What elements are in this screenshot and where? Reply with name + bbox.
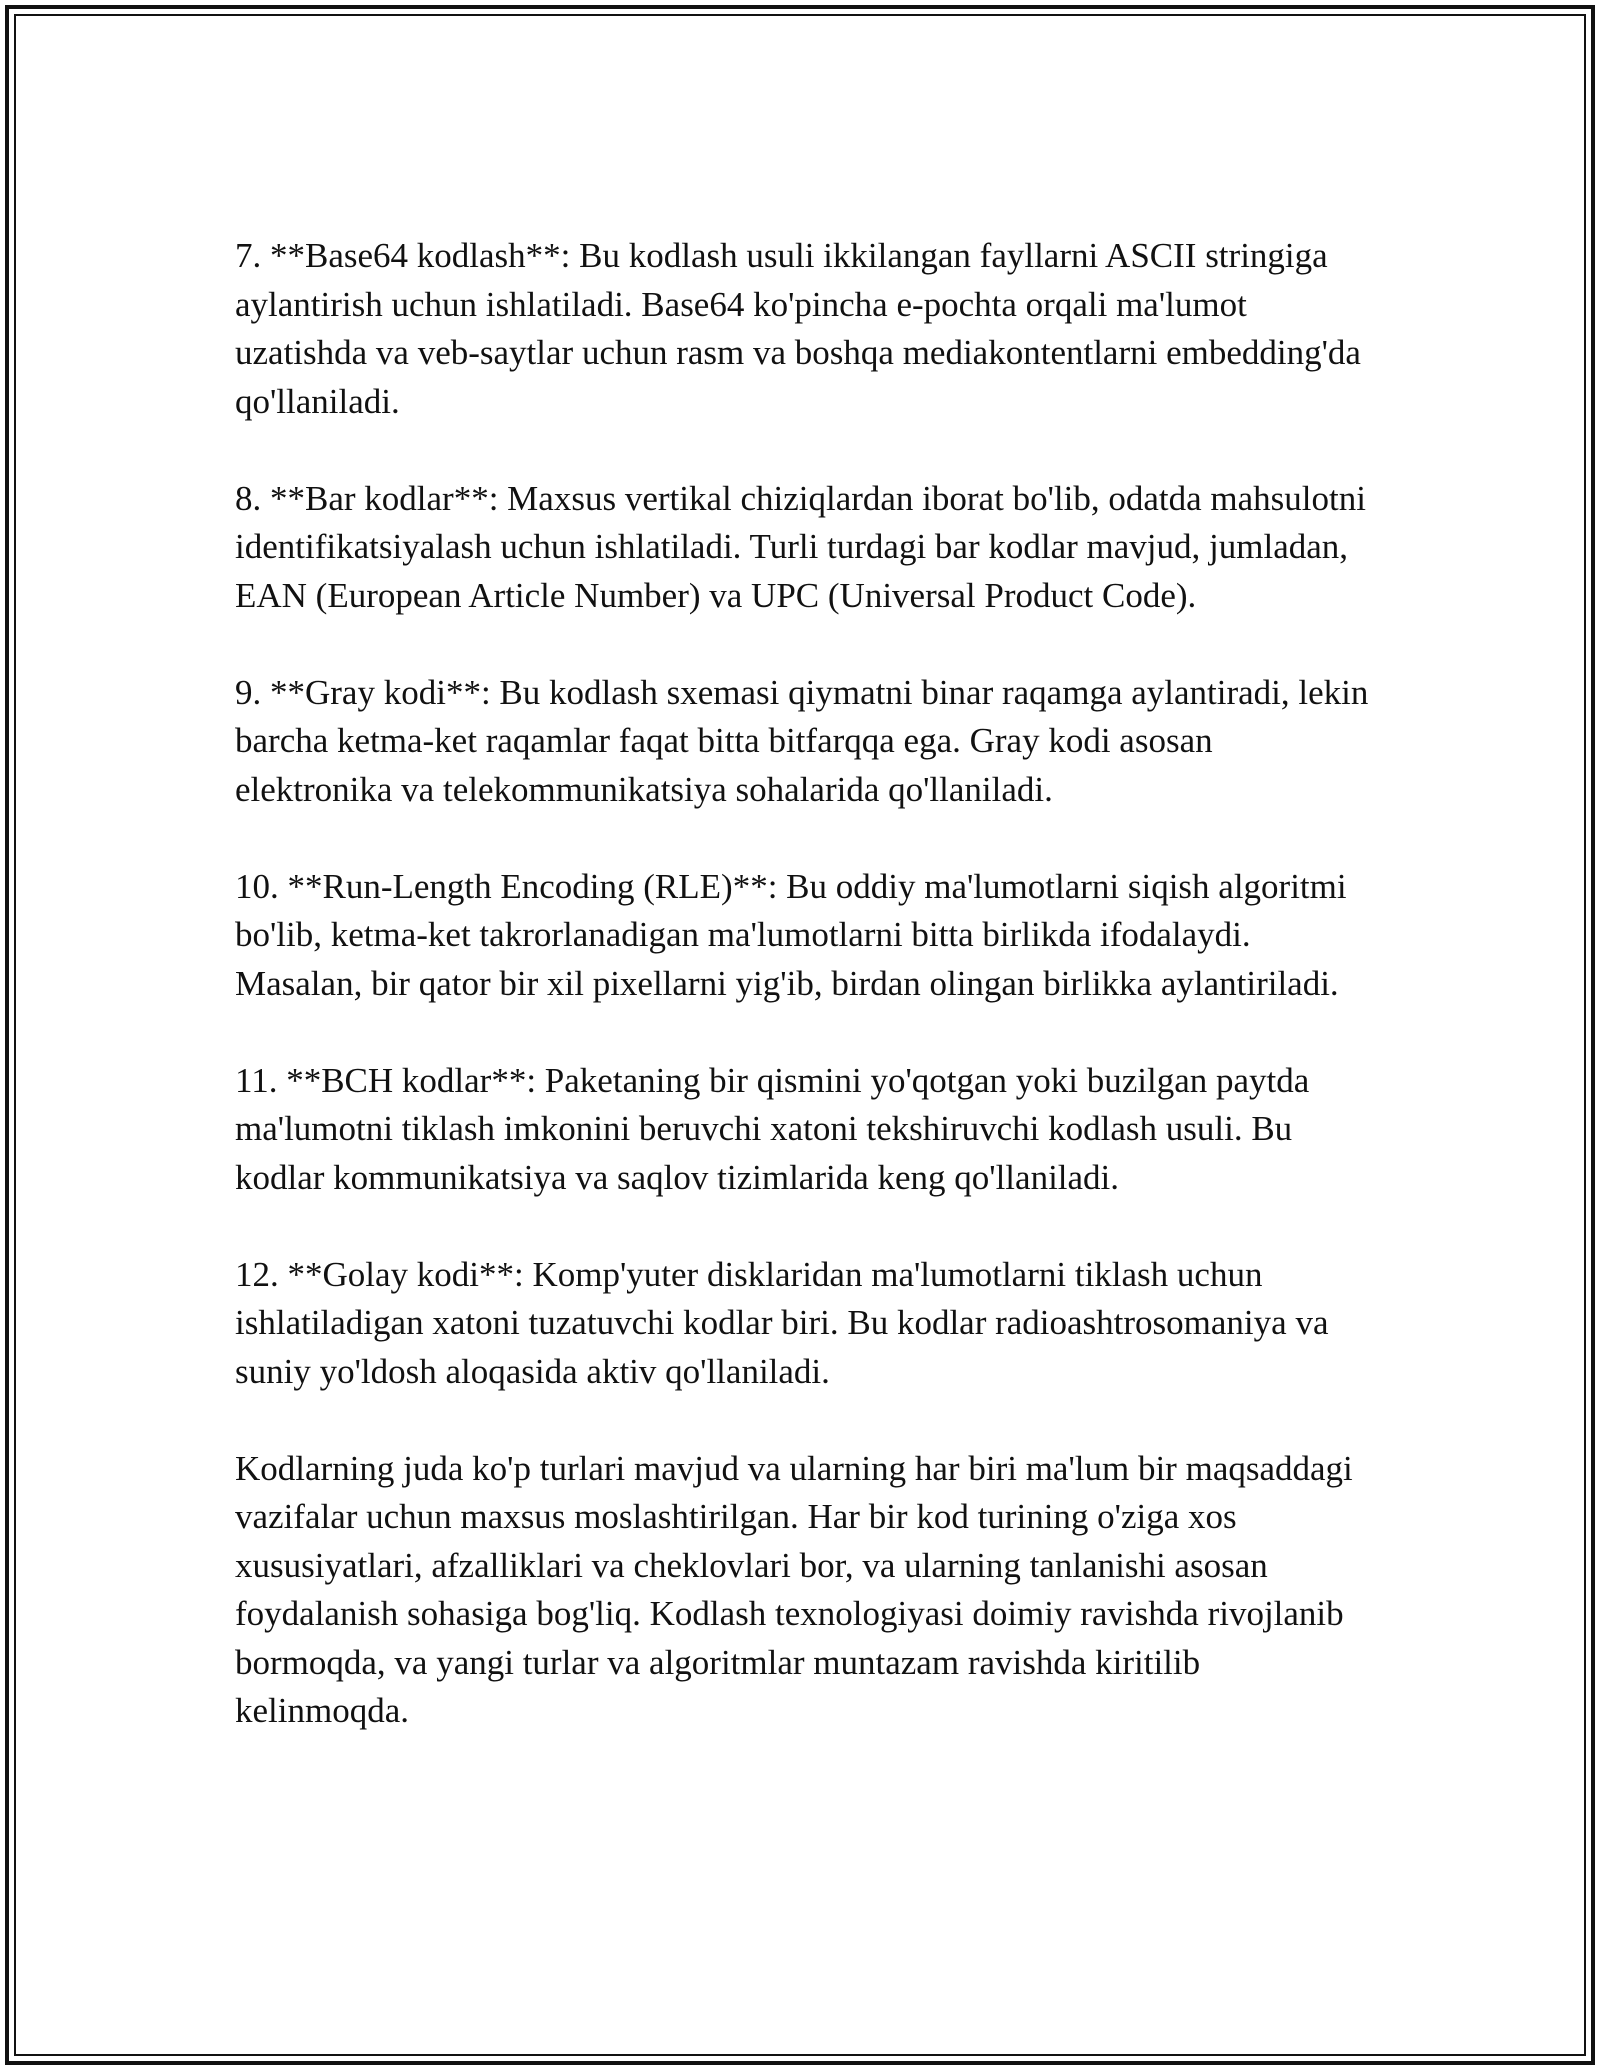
paragraph-bch-codes: 11. **BCH kodlar**: Paketaning bir qismini yo'qotgan yoki buzilgan paytda ma'lumotni tiklash imkonini beruvchi xatoni tekshiruvchi kodlash usuli. Bu kodlar kommunikatsiya va saqlov tizimlarida keng qo'llaniladi. — [235, 1060, 1310, 1197]
paragraph-golay-code: 12. **Golay kodi**: Komp'yuter disklaridan ma'lumotlarni tiklash uchun ishlatiladigan xatoni tuzatuvchi kodlar biri. Bu kodlar radioashtrosomaniya va suniy yo'ldosh aloqasida aktiv qo'llaniladi. — [235, 1254, 1329, 1391]
document-body — [235, 232, 1375, 1736]
paragraph-conclusion: Kodlarning juda ko'p turlari mavjud va ularning har biri ma'lum bir maqsaddagi vazifalar uchun maxsus moslashtirilgan. Har bir kod turining o'ziga xos xususiyatlari, afzalliklari va cheklovlari bor, va ularning tanlanishi asosan foydalanish sohasiga bog'liq. Kodlash texnologiyasi doimiy ravishda rivojlanib bormoqda, va yangi turlar va algoritmlar muntazam ravishda kiritilib kelinmoqda. — [235, 1448, 1353, 1730]
paragraph-gray-code: 9. **Gray kodi**: Bu kodlash sxemasi qiymatni binar raqamga aylantiradi, lekin barcha ketma-ket raqamlar faqat bitta bitfarqqa ega. Gray kodi asosan elektronika va telekommunikatsiya sohalarida qo'llaniladi. — [235, 672, 1369, 809]
paragraph-base64: 7. **Base64 kodlash**: Bu kodlash usuli ikkilangan fayllarni ASCII stringiga aylantirish uchun ishlatiladi. Base64 ko'pincha e-pochta orqali ma'lumot uzatishda va veb-saytlar uchun rasm va boshqa mediakontentlarni embedding'da qo'llaniladi. — [235, 236, 1361, 421]
paragraph-rle: 10. **Run-Length Encoding (RLE)**: Bu oddiy ma'lumotlarni siqish algoritmi bo'lib, ketma-ket takrorlanadigan ma'lumotlarni bitta birlikda ifodalaydi. Masalan, bir qator bir xil pixellarni yig'ib, birdan olingan birlikka aylantiriladi. — [235, 866, 1347, 1003]
paragraph-bar-codes: 8. **Bar kodlar**: Maxsus vertikal chiziqlardan iborat bo'lib, odatda mahsulotni identifikatsiyalash uchun ishlatiladi. Turli turdagi bar kodlar mavjud, jumladan, EAN (European Article Number) va UPC (Universal Product Code). — [235, 478, 1366, 615]
